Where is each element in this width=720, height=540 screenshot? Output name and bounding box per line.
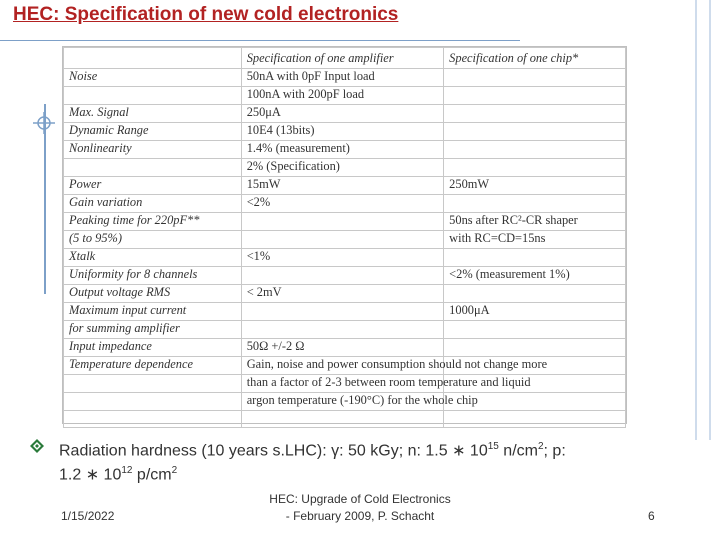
value-cell <box>444 123 626 141</box>
table-row <box>64 393 626 411</box>
title-underline-rule <box>0 40 520 41</box>
param-cell: Noise <box>64 69 242 87</box>
value-cell <box>444 285 626 303</box>
value-cell <box>444 141 626 159</box>
value-cell <box>444 69 626 87</box>
param-cell: Peaking time for 220pF** <box>64 213 242 231</box>
frame-decoration <box>688 0 718 440</box>
bullet-line1-prefix: Radiation hardness (10 years s.LHC): γ: 50 kGy; n: 1.5 ∗ 10 <box>59 442 488 460</box>
footer-center-line2: - February 2009, P. Schacht <box>285 509 435 523</box>
table-header-row <box>64 48 626 69</box>
radiation-hardness-text <box>59 437 699 486</box>
value-cell <box>241 267 443 285</box>
value-cell <box>241 213 443 231</box>
table-row <box>64 213 626 231</box>
spec-table <box>63 47 626 428</box>
bullet-line1-mid: n/cm <box>498 442 538 460</box>
table-row <box>64 321 626 339</box>
value-cell <box>444 87 626 105</box>
footer-center-line1: HEC: Upgrade of Cold Electronics <box>269 492 451 506</box>
table-header-cell: Specification of one amplifier <box>241 48 443 69</box>
table-row <box>64 249 626 267</box>
value-cell: 50nA with 0pF Input load <box>241 69 443 87</box>
value-cell: 1.4% (measurement) <box>241 141 443 159</box>
param-cell <box>64 375 242 393</box>
value-cell: 50ns after RC²-CR shaper <box>444 213 626 231</box>
table-spacer-row <box>64 411 626 428</box>
bullet-icon <box>30 439 44 453</box>
bullet-line2-exp2: 2 <box>171 465 178 477</box>
param-cell: Input impedance <box>64 339 242 357</box>
table-row <box>64 123 626 141</box>
table-row <box>64 195 626 213</box>
bullet-line1-suffix: ; p: <box>543 442 566 460</box>
value-cell: 250μA <box>241 105 443 123</box>
bullet-line1-exp2: 2 <box>537 441 544 452</box>
value-cell: 2% (Specification) <box>241 159 443 177</box>
crosshair-icon <box>33 112 55 134</box>
param-cell: Output voltage RMS <box>64 285 242 303</box>
value-cell <box>444 321 626 339</box>
value-cell: 15mW <box>241 177 443 195</box>
bullet-line2-exp: 12 <box>121 465 133 477</box>
value-cell <box>241 303 443 321</box>
table-row <box>64 357 626 375</box>
table-row <box>64 375 626 393</box>
value-cell: 100nA with 200pF load <box>241 87 443 105</box>
value-cell <box>444 339 626 357</box>
value-cell: Gain, noise and power consumption should not change more <box>241 357 443 375</box>
value-cell <box>241 321 443 339</box>
param-cell: Temperature dependence <box>64 357 242 375</box>
table-row <box>64 303 626 321</box>
table-row <box>64 339 626 357</box>
slide-title: HEC: Specification of new cold electronics <box>13 4 399 25</box>
value-cell <box>444 249 626 267</box>
value-cell: 250mW <box>444 177 626 195</box>
param-cell: Xtalk <box>64 249 242 267</box>
empty-cell <box>64 411 242 428</box>
value-cell: 50Ω +/-2 Ω <box>241 339 443 357</box>
param-cell <box>64 87 242 105</box>
table-row <box>64 285 626 303</box>
param-cell: Dynamic Range <box>64 123 242 141</box>
value-cell: <1% <box>241 249 443 267</box>
empty-cell <box>444 411 626 428</box>
param-cell: Nonlinearity <box>64 141 242 159</box>
spec-table-container <box>62 46 627 424</box>
value-cell <box>444 195 626 213</box>
table-row <box>64 87 626 105</box>
param-cell: Uniformity for 8 channels <box>64 267 242 285</box>
param-cell <box>64 159 242 177</box>
param-cell: for summing amplifier <box>64 321 242 339</box>
param-cell: (5 to 95%) <box>64 231 242 249</box>
bullet-line2-prefix: 1.2 ∗ 10 <box>59 466 122 484</box>
table-row <box>64 231 626 249</box>
table-header-cell: Specification of one chip* <box>444 48 626 69</box>
table-row <box>64 105 626 123</box>
table-row <box>64 141 626 159</box>
footer-center <box>240 491 480 525</box>
page-number: 6 <box>648 509 655 523</box>
param-cell <box>64 393 242 411</box>
value-cell: <2% <box>241 195 443 213</box>
table-row <box>64 267 626 285</box>
bullet-line1-exp: 15 <box>487 441 499 452</box>
table-header-cell <box>64 48 242 69</box>
param-cell: Maximum input current <box>64 303 242 321</box>
value-cell: than a factor of 2-3 between room temperature and liquid <box>241 375 443 393</box>
empty-cell <box>241 411 443 428</box>
value-cell <box>444 105 626 123</box>
table-row <box>64 177 626 195</box>
value-cell <box>241 231 443 249</box>
param-cell: Power <box>64 177 242 195</box>
value-cell: <2% (measurement 1%) <box>444 267 626 285</box>
value-cell <box>444 159 626 177</box>
table-row <box>64 159 626 177</box>
bullet-line2-mid: p/cm <box>132 466 172 484</box>
param-cell: Gain variation <box>64 195 242 213</box>
table-row <box>64 69 626 87</box>
value-cell: with RC=CD=15ns <box>444 231 626 249</box>
param-cell: Max. Signal <box>64 105 242 123</box>
value-cell: < 2mV <box>241 285 443 303</box>
footer-date: 1/15/2022 <box>61 509 115 523</box>
value-cell: 1000μA <box>444 303 626 321</box>
value-cell: 10E4 (13bits) <box>241 123 443 141</box>
value-cell: argon temperature (-190°C) for the whole chip <box>241 393 443 411</box>
